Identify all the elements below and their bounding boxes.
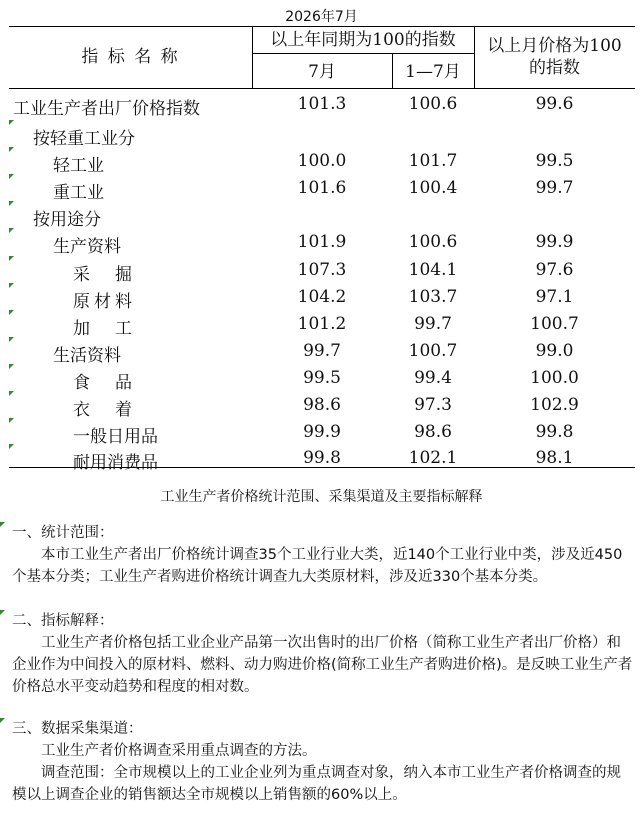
row-label: 重工业	[53, 183, 104, 203]
notes-section-definition	[12, 610, 634, 698]
table-header-rule	[9, 88, 635, 89]
value-ytd: 101.7	[408, 151, 458, 171]
table-top-rule	[9, 26, 635, 27]
row-label: 加 工	[73, 319, 136, 339]
cell-marker	[9, 418, 14, 423]
notes-section-scope	[12, 522, 634, 588]
row-label: 轻工业	[53, 156, 104, 176]
row-label: 食 品	[73, 373, 136, 393]
value-mom: 99.7	[535, 178, 574, 198]
value-ytd: 103.7	[408, 287, 458, 307]
row-label: 采 掘	[73, 265, 136, 285]
collection-heading: 三、数据采集渠道：	[12, 721, 143, 737]
value-month: 99.5	[303, 368, 341, 388]
table-row	[9, 149, 635, 176]
table-row	[9, 420, 635, 447]
row-label: 按轻重工业分	[33, 129, 135, 149]
value-month: 104.2	[297, 287, 347, 307]
cell-marker	[9, 256, 14, 261]
header-sub-rule	[252, 53, 474, 54]
value-mom: 99.6	[535, 94, 574, 114]
cell-marker	[9, 147, 14, 152]
table-row	[9, 258, 635, 285]
row-label: 一般日用品	[73, 427, 158, 447]
table-row	[9, 92, 635, 119]
row-label: 生活资料	[53, 346, 121, 366]
collection-body-1: 工业生产者价格调查采用重点调查的方法。	[12, 743, 317, 759]
row-label: 衣 着	[73, 400, 136, 420]
value-month: 101.9	[297, 232, 347, 252]
table-row	[9, 393, 635, 420]
value-month: 99.7	[303, 341, 341, 361]
cell-marker	[9, 337, 14, 342]
cell-marker	[9, 201, 14, 206]
value-ytd: 99.4	[414, 368, 452, 388]
value-ytd: 100.7	[408, 341, 458, 361]
header-month: 7月	[308, 62, 336, 82]
cell-marker	[9, 310, 14, 315]
value-ytd: 104.1	[408, 260, 458, 280]
definition-heading: 二、指标解释：	[12, 613, 114, 629]
cell-marker	[9, 283, 14, 288]
value-mom: 99.9	[535, 232, 574, 252]
table-row	[9, 366, 635, 393]
table-row	[9, 446, 635, 473]
value-mom: 97.1	[535, 287, 574, 307]
cell-marker	[9, 444, 14, 449]
value-month: 99.8	[303, 448, 341, 468]
value-ytd: 100.6	[408, 94, 458, 114]
header-ytd: 1—7月	[405, 62, 461, 82]
scope-heading: 一、统计范围：	[12, 525, 114, 541]
value-ytd: 99.7	[414, 314, 452, 334]
value-month: 99.9	[303, 422, 341, 442]
cell-marker	[9, 228, 14, 233]
value-ytd: 98.6	[414, 422, 452, 442]
row-label: 生产资料	[53, 237, 121, 257]
cell-marker	[0, 718, 5, 723]
value-mom: 99.5	[535, 151, 574, 171]
table-row	[9, 176, 635, 203]
table-row	[9, 203, 635, 230]
value-ytd: 97.3	[414, 395, 452, 415]
header-mom-line2: 的指数	[529, 58, 580, 78]
value-mom: 102.9	[530, 395, 579, 415]
cell-marker	[9, 391, 14, 396]
cell-marker	[0, 610, 5, 615]
cell-marker	[9, 120, 14, 125]
row-label: 耐用消费品	[73, 453, 158, 473]
value-mom: 97.6	[535, 260, 574, 280]
value-ytd: 100.4	[408, 178, 458, 198]
table-row	[9, 285, 635, 312]
value-mom: 99.0	[535, 341, 574, 361]
value-month: 101.3	[297, 94, 347, 114]
header-mom-line1: 以上月价格为100	[487, 36, 622, 56]
cell-marker	[9, 364, 14, 369]
scope-body: 本市工业生产者出厂价格统计调查35个工业行业大类，近140个工业行业中类，涉及近450个基本分类；工业生产者购进价格统计调查九大类原材料，涉及近330个基本分类。	[12, 547, 623, 585]
table-row	[9, 230, 635, 257]
header-yoy: 以上年同期为100的指数	[270, 30, 456, 50]
value-month: 107.3	[297, 260, 347, 280]
value-month: 101.2	[297, 314, 347, 334]
value-ytd: 100.6	[408, 232, 458, 252]
value-mom: 98.1	[535, 448, 574, 468]
row-label: 工业生产者出厂价格指数	[13, 99, 200, 119]
table-row	[9, 122, 635, 149]
definition-body: 工业生产者价格包括工业企业产品第一次出售时的出厂价格（简称工业生产者出厂价格）和企业作为中间投入的原材料、燃料、动力购进价格(简称工业生产者购进价格)。是反映工业生产者价格总水平变动趋势和程度的相对数。	[12, 635, 633, 695]
value-month: 100.0	[297, 151, 347, 171]
header-indicator-name: 指 标 名 称	[81, 47, 180, 67]
report-date: 2026年7月	[285, 9, 358, 25]
value-ytd: 102.1	[408, 448, 458, 468]
table-row	[9, 339, 635, 366]
row-label: 原材料	[73, 292, 136, 312]
table-row	[9, 312, 635, 339]
value-month: 101.6	[297, 178, 347, 198]
value-mom: 100.0	[530, 368, 579, 388]
cell-marker	[9, 174, 14, 179]
notes-title: 工业生产者价格统计范围、采集渠道及主要指标解释	[160, 489, 483, 505]
row-label: 按用途分	[33, 210, 101, 230]
collection-body-2: 调查范围：全市规模以上的工业企业列为重点调查对象，纳入本市工业生产者价格调查的规模以上调查企业的销售额达全市规模以上销售额的60%以上。	[12, 765, 621, 803]
value-month: 98.6	[303, 395, 341, 415]
notes-section-collection	[12, 718, 634, 806]
value-mom: 99.8	[535, 422, 574, 442]
cell-marker	[0, 522, 5, 527]
value-mom: 100.7	[530, 314, 579, 334]
